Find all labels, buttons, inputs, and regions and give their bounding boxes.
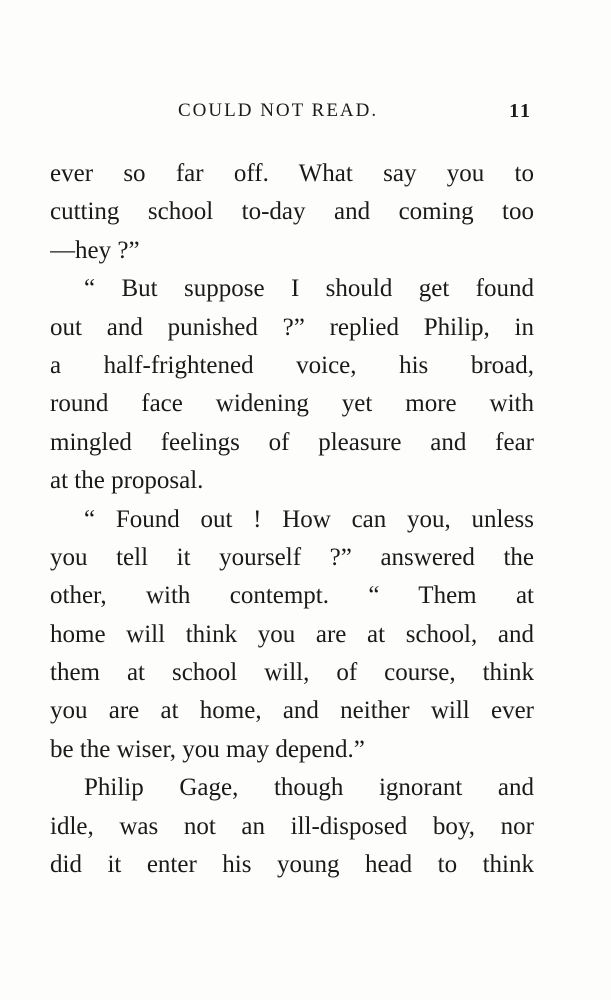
running-title: COULD NOT READ.: [178, 100, 379, 121]
text-line: at the proposal.: [50, 467, 204, 495]
running-header: [50, 100, 534, 130]
text-line: you are at home, and neither will ever: [50, 697, 534, 725]
body-text: [50, 155, 534, 884]
text-line: a half-frightened voice, his broad,: [50, 351, 534, 379]
text-line: you tell it yourself ?” answered the: [50, 543, 534, 571]
text-line: be the wiser, you may depend.”: [50, 735, 365, 763]
text-line: did it enter his young head to think: [50, 851, 534, 879]
text-line: cutting school to-day and coming too: [50, 198, 534, 226]
text-line: other, with contempt. “ Them at: [50, 582, 534, 610]
text-line: them at school will, of course, think: [50, 659, 534, 687]
text-line: ever so far off. What say you to: [50, 160, 534, 187]
text-line: —hey ?”: [50, 236, 140, 264]
text-line: round face widening yet more with: [50, 390, 534, 418]
text-line: idle, was not an ill-disposed boy, nor: [50, 812, 534, 840]
text-line: mingled feelings of pleasure and fear: [50, 428, 534, 456]
text-line: Philip Gage, though ignorant and: [84, 774, 534, 802]
text-line: “ Found out ! How can you, unless: [84, 505, 534, 533]
page-number: 11: [509, 100, 532, 122]
text-line: home will think you are at school, and: [50, 620, 534, 648]
text-line: “ But suppose I should get found: [84, 275, 534, 303]
text-line: out and punished ?” replied Philip, in: [50, 313, 534, 341]
